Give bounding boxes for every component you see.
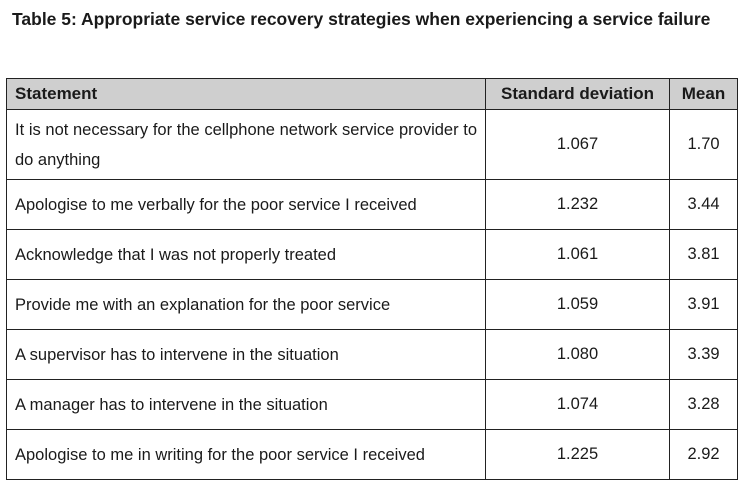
table-caption: Table 5: Appropriate service recovery strategies when experiencing a service failure (12, 9, 711, 29)
std-dev-cell: 1.232 (486, 180, 670, 230)
mean-cell: 3.81 (670, 230, 738, 280)
std-dev-cell: 1.067 (486, 110, 670, 180)
mean-cell: 1.70 (670, 110, 738, 180)
header-standard-deviation: Standard deviation (486, 79, 670, 110)
table-header-row (7, 79, 738, 110)
header-mean: Mean (670, 79, 738, 110)
std-dev-cell: 1.059 (486, 280, 670, 330)
statement-cell: Provide me with an explanation for the poor service (7, 280, 486, 330)
table-row (7, 280, 738, 330)
std-dev-cell: 1.061 (486, 230, 670, 280)
table-row (7, 330, 738, 380)
mean-cell: 3.28 (670, 380, 738, 430)
statement-cell: Acknowledge that I was not properly treated (7, 230, 486, 280)
table-row (7, 380, 738, 430)
mean-cell: 3.39 (670, 330, 738, 380)
mean-cell: 3.91 (670, 280, 738, 330)
table-row (7, 110, 738, 180)
mean-cell: 2.92 (670, 430, 738, 480)
table-row (7, 180, 738, 230)
std-dev-cell: 1.225 (486, 430, 670, 480)
statement-cell: A supervisor has to intervene in the situation (7, 330, 486, 380)
header-statement: Statement (7, 79, 486, 110)
mean-cell: 3.44 (670, 180, 738, 230)
table-row (7, 230, 738, 280)
std-dev-cell: 1.074 (486, 380, 670, 430)
statement-cell: It is not necessary for the cellphone network service provider to do anything (7, 110, 486, 180)
statement-cell: A manager has to intervene in the situation (7, 380, 486, 430)
statement-cell: Apologise to me in writing for the poor service I received (7, 430, 486, 480)
statement-cell: Apologise to me verbally for the poor service I received (7, 180, 486, 230)
data-table (6, 78, 738, 480)
table-row (7, 430, 738, 480)
std-dev-cell: 1.080 (486, 330, 670, 380)
